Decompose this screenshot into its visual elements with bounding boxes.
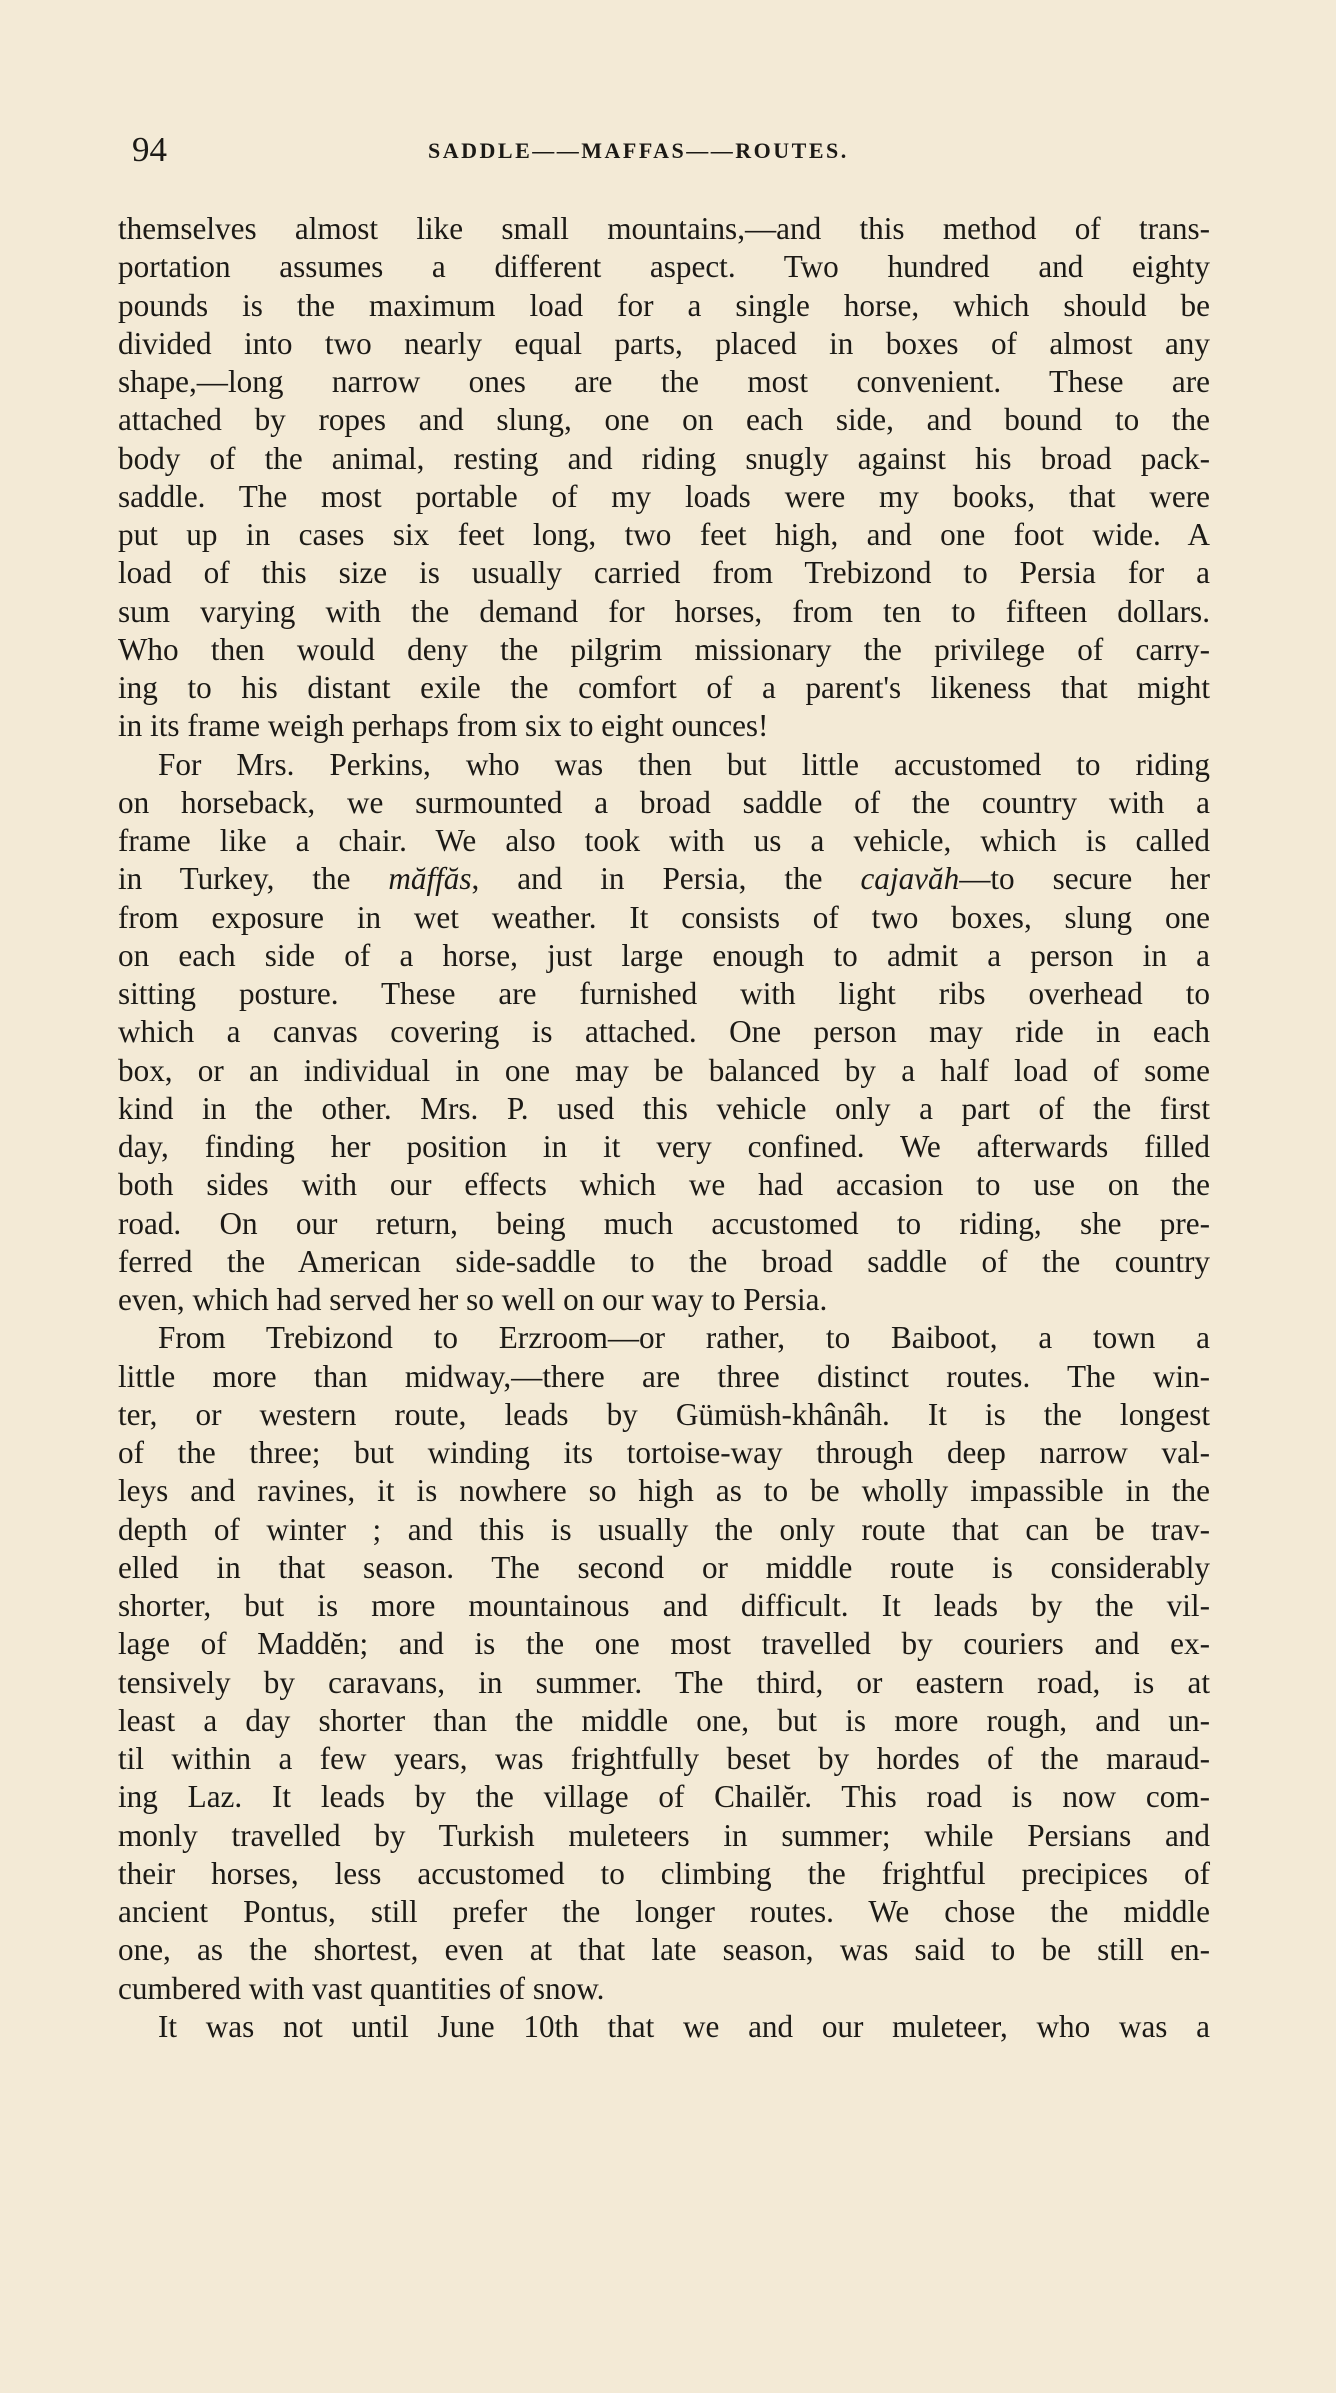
text-line: their horses, less accustomed to climbing the frightful precipices of xyxy=(118,1855,1210,1891)
paragraph-end-line: cumbered with vast quantities of snow. xyxy=(118,1970,605,2006)
text-line: til within a few years, was frightfully beset by hordes of the maraud- xyxy=(118,1741,1210,1776)
text-line-with-italics xyxy=(118,860,1210,898)
text-line: shorter, but is more mountainous and difficult. It leads by the vil- xyxy=(118,1588,1210,1623)
text-line: box, or an individual in one may be balanced by a half load of some xyxy=(118,1052,1210,1088)
text-line: road. On our return, being much accustomed to riding, she pre- xyxy=(118,1205,1210,1241)
text-line: frame like a chair. We also took with us a vehicle, which is called xyxy=(118,823,1210,858)
text-line: kind in the other. Mrs. P. used this vehicle only a part of the first xyxy=(118,1090,1210,1126)
text-line: depth of winter ; and this is usually the only route that can be trav- xyxy=(118,1511,1210,1547)
body-text xyxy=(118,210,1210,2046)
page-number: 94 xyxy=(132,130,167,169)
italic-term-maffas: măffăs xyxy=(388,861,472,897)
text-line: tensively by caravans, in summer. The third, or eastern road, is at xyxy=(118,1664,1210,1700)
text-line: pounds is the maximum load for a single horse, which should be xyxy=(118,287,1210,323)
italic-term-cajavah: cajavăh xyxy=(860,861,960,897)
text-line: on horseback, we surmounted a broad saddle of the country with a xyxy=(118,784,1210,820)
paragraph-start-line: It was not until June 10th that we and our muleteer, who was a xyxy=(158,2008,1210,2044)
text-line: of the three; but winding its tortoise-way through deep narrow val- xyxy=(118,1435,1210,1470)
running-head: SADDLE——MAFFAS——ROUTES. xyxy=(428,138,849,163)
paragraph-start-line: From Trebizond to Erzroom—or rather, to Baiboot, a town a xyxy=(158,1320,1210,1356)
text-segment: in Turkey, the xyxy=(118,861,389,897)
text-line: both sides with our effects which we had accasion to use on the xyxy=(118,1167,1210,1203)
text-line: ing to his distant exile the comfort of a parent's likeness that might xyxy=(118,670,1210,705)
text-line: ferred the American side-saddle to the broad saddle of the country xyxy=(118,1243,1210,1279)
text-line: ter, or western route, leads by Gümüsh-khânâh. It is the longest xyxy=(118,1396,1210,1432)
text-line: day, finding her position in it very confined. We afterwards filled xyxy=(118,1129,1210,1164)
text-line: ing Laz. It leads by the village of Chailĕr. This road is now com- xyxy=(118,1779,1210,1815)
text-line: shape,—long narrow ones are the most convenient. These are xyxy=(118,364,1210,399)
text-line: portation assumes a different aspect. Two hundred and eighty xyxy=(118,249,1210,285)
text-line: put up in cases six feet long, two feet high, and one foot wide. A xyxy=(118,517,1210,552)
text-line: on each side of a horse, just large enough to admit a person in a xyxy=(118,937,1210,973)
page-header xyxy=(118,130,1208,180)
text-line: saddle. The most portable of my loads were my books, that were xyxy=(118,478,1210,514)
text-line: monly travelled by Turkish muleteers in summer; while Persians and xyxy=(118,1817,1210,1853)
paragraph-start-line: For Mrs. Perkins, who was then but little accustomed to riding xyxy=(158,746,1210,782)
text-segment: —to secure her xyxy=(959,861,1210,897)
text-line: leys and ravines, it is nowhere so high as to be wholly impassible in the xyxy=(118,1473,1210,1509)
text-line: sum varying with the demand for horses, from ten to fifteen dollars. xyxy=(118,593,1210,629)
text-line: elled in that season. The second or middle route is considerably xyxy=(118,1549,1210,1585)
text-line: divided into two nearly equal parts, placed in boxes of almost any xyxy=(118,325,1210,361)
text-line: Who then would deny the pilgrim missionary the privilege of carry- xyxy=(118,631,1210,667)
text-line: which a canvas covering is attached. One person may ride in each xyxy=(118,1014,1210,1050)
text-line: body of the animal, resting and riding snugly against his broad pack- xyxy=(118,440,1210,476)
text-line: little more than midway,—there are three distinct routes. The win- xyxy=(118,1358,1210,1394)
text-line: ancient Pontus, still prefer the longer routes. We chose the middle xyxy=(118,1894,1210,1929)
paragraph-end-line: in its frame weigh perhaps from six to eight ounces! xyxy=(118,708,769,744)
text-line: load of this size is usually carried from Trebizond to Persia for a xyxy=(118,555,1210,591)
text-line: least a day shorter than the middle one, but is more rough, and un- xyxy=(118,1702,1210,1738)
text-line: themselves almost like small mountains,—and this method of trans- xyxy=(118,211,1210,246)
text-line: one, as the shortest, even at that late season, was said to be still en- xyxy=(118,1932,1210,1968)
text-segment: , and in Persia, the xyxy=(471,861,861,897)
text-line: lage of Maddĕn; and is the one most travelled by couriers and ex- xyxy=(118,1626,1210,1662)
text-line: sitting posture. These are furnished with light ribs overhead to xyxy=(118,976,1210,1011)
text-line: attached by ropes and slung, one on each side, and bound to the xyxy=(118,402,1210,438)
paragraph-end-line: even, which had served her so well on our way to Persia. xyxy=(118,1282,828,1317)
text-line: from exposure in wet weather. It consists of two boxes, slung one xyxy=(118,899,1210,935)
